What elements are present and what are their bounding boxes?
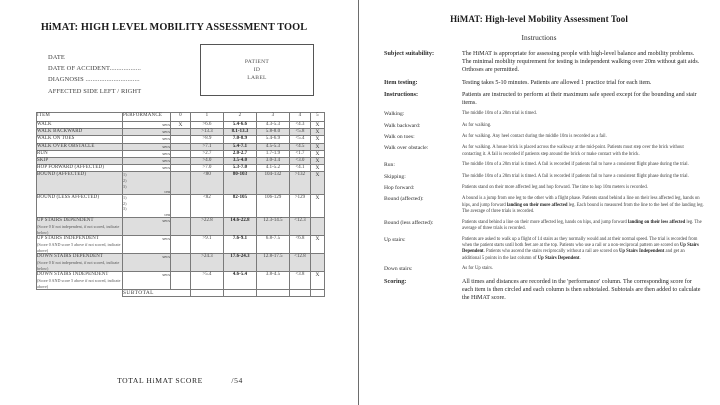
instruction-row	[384, 123, 704, 130]
instruction-label: Bound (less affected):	[384, 219, 434, 226]
column-header: 3	[257, 113, 290, 122]
instruction-text: As for walking. A house brick is placed across the walkway at the mid-point. Patients must step over the brick without contacting it. A fail is recorded if patients step around the brick or make contact with the brick.	[462, 145, 684, 157]
row-item-name: DOWN STAIRS DEPENDENT (Score 0 If not independent, if not scored, indicate below)	[37, 254, 123, 272]
subtotal-cell-3[interactable]	[257, 290, 290, 297]
row-item-name: BOUND (LESS AFFECTED)	[37, 195, 123, 218]
score-cell-1[interactable]: <82	[191, 195, 224, 218]
score-cell-3[interactable]: 12.3-14.5	[257, 217, 290, 235]
score-cell-5[interactable]: X	[311, 195, 325, 218]
instruction-label: Walking:	[384, 111, 405, 118]
score-cell-3[interactable]: 106-129	[257, 195, 290, 218]
score-cell-1[interactable]: <80	[191, 172, 224, 195]
column-header: 2	[224, 113, 257, 122]
performance-cell[interactable]: secs	[123, 217, 171, 235]
score-cell-4[interactable]: <5.4	[290, 136, 311, 143]
patient-detail-fields	[48, 52, 198, 97]
patient-label-line-1: PATIENT	[244, 59, 270, 65]
score-cell-4[interactable]: <3.0	[290, 158, 311, 165]
score-cell-0[interactable]	[171, 143, 191, 150]
score-cell-0[interactable]	[171, 129, 191, 136]
column-header: 5	[311, 113, 325, 122]
score-cell-3[interactable]: 4.5-5.3	[257, 143, 290, 150]
instruction-row	[384, 134, 704, 141]
score-cell-0[interactable]	[171, 272, 191, 290]
score-cell-5[interactable]: X	[311, 272, 325, 290]
table-header-row	[37, 113, 325, 122]
score-cell-4[interactable]: <5.8	[290, 129, 311, 136]
row-item-name: BOUND (AFFECTED)	[37, 172, 123, 195]
score-cell-3[interactable]: 4.1-5.2	[257, 165, 290, 172]
patient-id-label-box	[200, 44, 314, 96]
score-cell-1[interactable]: >2.7	[191, 150, 224, 157]
instruction-text: The HiMAT is appropriate for assessing people with high-level balance and mobility problems. The minimal mobility requirement for testing is independent walking over 20m without gait aids. Orthoses are permitted.	[462, 51, 700, 74]
score-cell-4[interactable]: >129	[290, 195, 311, 218]
score-cell-3[interactable]: 5.4-6.9	[257, 136, 290, 143]
right-page-subtitle: Instructions	[521, 33, 557, 42]
score-cell-2[interactable]: 5.3-7.0	[224, 165, 257, 172]
score-cell-0[interactable]	[171, 217, 191, 235]
score-cell-0[interactable]	[171, 136, 191, 143]
subtotal-cell-4[interactable]	[290, 290, 311, 297]
score-cell-5[interactable]: X	[311, 122, 325, 129]
table-row	[37, 150, 325, 157]
subtotal-cell-1[interactable]	[191, 290, 224, 297]
score-cell-1[interactable]: >4.0	[191, 158, 224, 165]
instruction-list	[384, 50, 704, 306]
performance-cell[interactable]: secs	[123, 143, 171, 150]
performance-cell[interactable]: secs	[123, 136, 171, 143]
score-cell-1[interactable]: >7.0	[191, 165, 224, 172]
subtotal-row	[37, 290, 325, 297]
instruction-label: Run:	[384, 162, 395, 169]
performance-cell[interactable]: secs	[123, 158, 171, 165]
score-cell-3[interactable]: 12.8-17.5	[257, 254, 290, 272]
score-cell-1[interactable]: >9.1	[191, 236, 224, 254]
performance-cell[interactable]: secs	[123, 129, 171, 136]
instruction-row	[384, 91, 704, 107]
subtotal-label: SUBTOTAL	[123, 290, 191, 297]
column-header: 0	[171, 113, 191, 122]
instruction-label: Instructions:	[384, 90, 419, 98]
table-row	[37, 254, 325, 272]
score-cell-3[interactable]: 104-132	[257, 172, 290, 195]
table-row	[37, 143, 325, 150]
field-affected-side: AFFECTED SIDE LEFT / RIGHT	[48, 87, 142, 95]
table-row	[37, 122, 325, 129]
instruction-label: Skipping:	[384, 173, 406, 180]
instruction-row	[384, 196, 704, 215]
patient-label-line-2: ID	[253, 67, 261, 73]
performance-cell[interactable]: 1) 2) 3) cm	[123, 195, 170, 217]
column-header: ITEM	[37, 113, 123, 122]
instruction-row	[384, 266, 704, 273]
score-cell-1[interactable]: >13.3	[191, 129, 224, 136]
instruction-label: Scoring:	[384, 277, 407, 285]
performance-cell[interactable]: secs	[123, 122, 171, 129]
row-item-note: (Score 0 AND score 5 above if not scored, indicate above)	[37, 242, 121, 253]
performance-cell[interactable]: secs	[123, 150, 171, 157]
score-cell-5[interactable]: X	[311, 129, 325, 136]
field-date: DATE	[48, 54, 65, 61]
field-diagnosis: DIAGNOSIS ...............................	[48, 76, 140, 84]
right-page-instructions	[358, 0, 720, 405]
row-item-name: WALK OVER OBSTACLE	[37, 143, 123, 150]
instruction-text: The middle 10m of a 20m trial is timed. A fail is recorded if patients fail to have a consistent flight phase during the trial.	[462, 173, 689, 179]
row-item-name: UP STAIRS DEPENDENT (Score 0 If not independent, if not scored, indicate below)	[37, 217, 123, 235]
instruction-row	[384, 162, 704, 169]
score-cell-3[interactable]: 1.7-1.9	[257, 150, 290, 157]
row-item-note: (Score 0 If not independent, if not scored, indicate below)	[37, 260, 120, 271]
subtotal-cell-5[interactable]	[311, 290, 325, 297]
score-cell-2[interactable]: 80-103	[224, 172, 257, 195]
performance-cell[interactable]: 1) 2) 3) cm	[123, 172, 170, 195]
instruction-row	[384, 79, 704, 87]
subtotal-spacer	[37, 290, 123, 297]
table-row	[37, 217, 325, 235]
instruction-text: As for Up stairs.	[462, 266, 493, 272]
score-cell-4[interactable]: <4.5	[290, 143, 311, 150]
instruction-row	[384, 185, 704, 192]
instruction-text: As for walking.	[462, 122, 492, 128]
instruction-label: Bound (affected):	[384, 196, 424, 203]
table-row	[37, 136, 325, 143]
score-cell-4[interactable]: <12.3	[290, 217, 311, 235]
score-cell-1[interactable]: >24.3	[191, 254, 224, 272]
table-row	[37, 272, 325, 290]
left-page-title: HiMAT: HIGH LEVEL MOBILITY ASSESSMENT TOOL	[40, 22, 308, 33]
score-cell-5[interactable]	[311, 254, 325, 272]
subtotal-cell-2[interactable]	[224, 290, 257, 297]
score-cell-0[interactable]	[171, 165, 191, 172]
score-cell-2[interactable]: 82-105	[224, 195, 257, 218]
instruction-label: Walk backward:	[384, 122, 421, 129]
instruction-text: Patients are asked to walk up a flight of 14 stairs as they normally would and at their normal speed. The trial is recorded from when the patient starts until both feet are at the top. Patients who use a rail or a non-reciprocal pattern are scored on Up Stairs Dependent. Patients who ascend the stairs reciprocally without a rail are scored on Up Stairs Independent and get an additional 5 points in the last column of Up Stairs Dependent.	[462, 236, 699, 261]
table-row	[37, 236, 325, 254]
instruction-text: Testing takes 5-10 minutes. Patients are allowed 1 practice trial for each item.	[462, 79, 652, 86]
row-item-name: DOWN STAIRS INDEPENDENT (Score 0 AND score 5 above if not scored, indicate above)	[37, 272, 123, 290]
instruction-text: A bound is a jump from one leg to the other with a flight phase. Patients stand behind a line on their less affected leg, hands on hips, and jump forward landing on their more affected leg. Each bound is measured from the line to the heel of the landing leg. The average of three trials is recorded.	[462, 196, 704, 215]
score-cell-0[interactable]	[171, 172, 191, 195]
score-cell-2[interactable]: 17.6-24.3	[224, 254, 257, 272]
instruction-label: Walk over obstacle:	[384, 145, 429, 152]
score-cell-5[interactable]: X	[311, 150, 325, 157]
score-cell-4[interactable]: >132	[290, 172, 311, 195]
score-cell-5[interactable]: X	[311, 143, 325, 150]
score-cell-2[interactable]: 8.1-13.3	[224, 129, 257, 136]
score-cell-5[interactable]: X	[311, 158, 325, 165]
instruction-row	[384, 145, 704, 158]
instruction-text: All times and distances are recorded in the 'performance' column. The corresponding score for each item is then circled and each column is then subtotaled. Subtotals are then added to calculate the HiMAT score.	[462, 278, 701, 301]
score-cell-0[interactable]	[171, 236, 191, 254]
field-date-of-accident: DATE OF ACCIDENT..................	[48, 65, 142, 73]
score-cell-0[interactable]	[171, 158, 191, 165]
instruction-text: Patients are instructed to perform at their maximum safe speed except for the bounding and stair items.	[462, 91, 697, 107]
table-row	[37, 165, 325, 172]
table-row	[37, 158, 325, 165]
score-cell-2[interactable]: 5.4-6.6	[224, 122, 257, 129]
score-cell-4[interactable]: <12.8	[290, 254, 311, 272]
right-page-title: HiMAT: High-level Mobility Assessment Tool	[450, 14, 628, 24]
score-cell-3[interactable]: 6.8-7.5	[257, 236, 290, 254]
score-cell-2[interactable]: 3.5-4.0	[224, 158, 257, 165]
instruction-text: The middle 10m of a 20m trial is timed.	[462, 111, 537, 117]
instruction-row	[384, 278, 704, 303]
row-item-note: (Score 0 If not independent, if not scored, indicate below)	[37, 224, 120, 235]
total-score-label: TOTAL HiMAT SCORE	[117, 376, 203, 385]
instruction-label: Subject suitability:	[384, 50, 435, 57]
himat-score-table	[36, 112, 325, 297]
score-cell-1[interactable]: >8.9	[191, 136, 224, 143]
left-page-score-sheet	[0, 0, 358, 405]
row-item-name: WALK ON TOES	[37, 136, 123, 143]
score-cell-0[interactable]	[171, 254, 191, 272]
row-item-name: SKIP	[37, 158, 123, 165]
instruction-label: Hop forward:	[384, 185, 415, 192]
score-cell-0[interactable]	[171, 150, 191, 157]
instruction-row	[384, 220, 704, 233]
score-cell-2[interactable]: 7.6-9.1	[224, 236, 257, 254]
score-cell-2[interactable]: 7.0-8.9	[224, 136, 257, 143]
row-item-name: RUN	[37, 150, 123, 157]
score-cell-5[interactable]: X	[311, 136, 325, 143]
total-score-line	[36, 376, 324, 385]
score-cell-4[interactable]: <4.3	[290, 122, 311, 129]
score-cell-4[interactable]: <1.7	[290, 150, 311, 157]
row-item-name: HOP FORWARD (AFFECTED)	[37, 165, 123, 172]
score-cell-1[interactable]: >7.1	[191, 143, 224, 150]
score-cell-5[interactable]	[311, 217, 325, 235]
instruction-text: As for walking. Any heel contact during the middle 10m is recorded as a fail.	[462, 134, 607, 140]
performance-cell[interactable]: secs	[123, 165, 171, 172]
score-cell-3[interactable]: 4.3-5.3	[257, 122, 290, 129]
score-cell-4[interactable]: <3.8	[290, 272, 311, 290]
score-cell-3[interactable]: 5.8-8.0	[257, 129, 290, 136]
instruction-text: Patients stand on their more affected leg and hop forward. The time to hop 10m meters is recorded.	[462, 185, 648, 191]
performance-cell[interactable]: secs	[123, 272, 171, 290]
patient-label-line-3: LABEL	[247, 75, 267, 81]
row-item-name: UP STAIRS INDEPENDENT (Score 0 AND score 5 above if not scored, indicate above)	[37, 236, 123, 254]
instruction-label: Up stairs:	[384, 236, 406, 243]
table-row	[37, 129, 325, 136]
score-cell-0[interactable]	[171, 195, 191, 218]
score-cell-3[interactable]: 3.8-4.5	[257, 272, 290, 290]
score-cell-5[interactable]: X	[311, 165, 325, 172]
instruction-text: Patients stand behind a line on their more affected leg, hands on hips, and jump forward landing on their less affected leg. The average of three trials is recorded.	[462, 219, 702, 232]
score-cell-0[interactable]: X	[171, 122, 191, 129]
score-cell-3[interactable]: 3.0-3.4	[257, 158, 290, 165]
performance-cell[interactable]: secs	[123, 254, 171, 272]
score-cell-5[interactable]: X	[311, 172, 325, 195]
score-cell-1[interactable]: >22.8	[191, 217, 224, 235]
score-cell-5[interactable]: X	[311, 236, 325, 254]
column-header: 1	[191, 113, 224, 122]
score-cell-2[interactable]: 2.0-2.7	[224, 150, 257, 157]
instruction-row	[384, 237, 704, 263]
column-header: 4	[290, 113, 311, 122]
instruction-label: Down stairs:	[384, 266, 413, 273]
performance-cell[interactable]: secs	[123, 236, 171, 254]
total-score-value: /54	[231, 376, 243, 385]
row-item-name: WALK	[37, 122, 123, 129]
instruction-label: Item testing:	[384, 78, 418, 86]
score-cell-2[interactable]: 14.6-22.8	[224, 217, 257, 235]
table-row	[37, 172, 325, 195]
instruction-text: The middle 10m of a 20m trial is timed. A fail is recorded if patients fail to have a consistent flight phase during the trial.	[462, 162, 689, 168]
score-cell-2[interactable]: 4.6-5.4	[224, 272, 257, 290]
column-header: PERFORMANCE	[123, 113, 171, 122]
instruction-row	[384, 174, 704, 181]
instruction-label: Walk on toes:	[384, 134, 415, 141]
score-cell-2[interactable]: 5.4-7.1	[224, 143, 257, 150]
score-cell-4[interactable]: <4.1	[290, 165, 311, 172]
instruction-row	[384, 111, 704, 118]
row-item-name: WALK BACKWARD	[37, 129, 123, 136]
instruction-row	[384, 50, 704, 75]
score-cell-4[interactable]: <6.8	[290, 236, 311, 254]
row-item-note: (Score 0 AND score 5 above if not scored, indicate above)	[37, 278, 121, 289]
table-row	[37, 195, 325, 218]
score-cell-1[interactable]: >5.4	[191, 272, 224, 290]
score-cell-1[interactable]: >6.6	[191, 122, 224, 129]
